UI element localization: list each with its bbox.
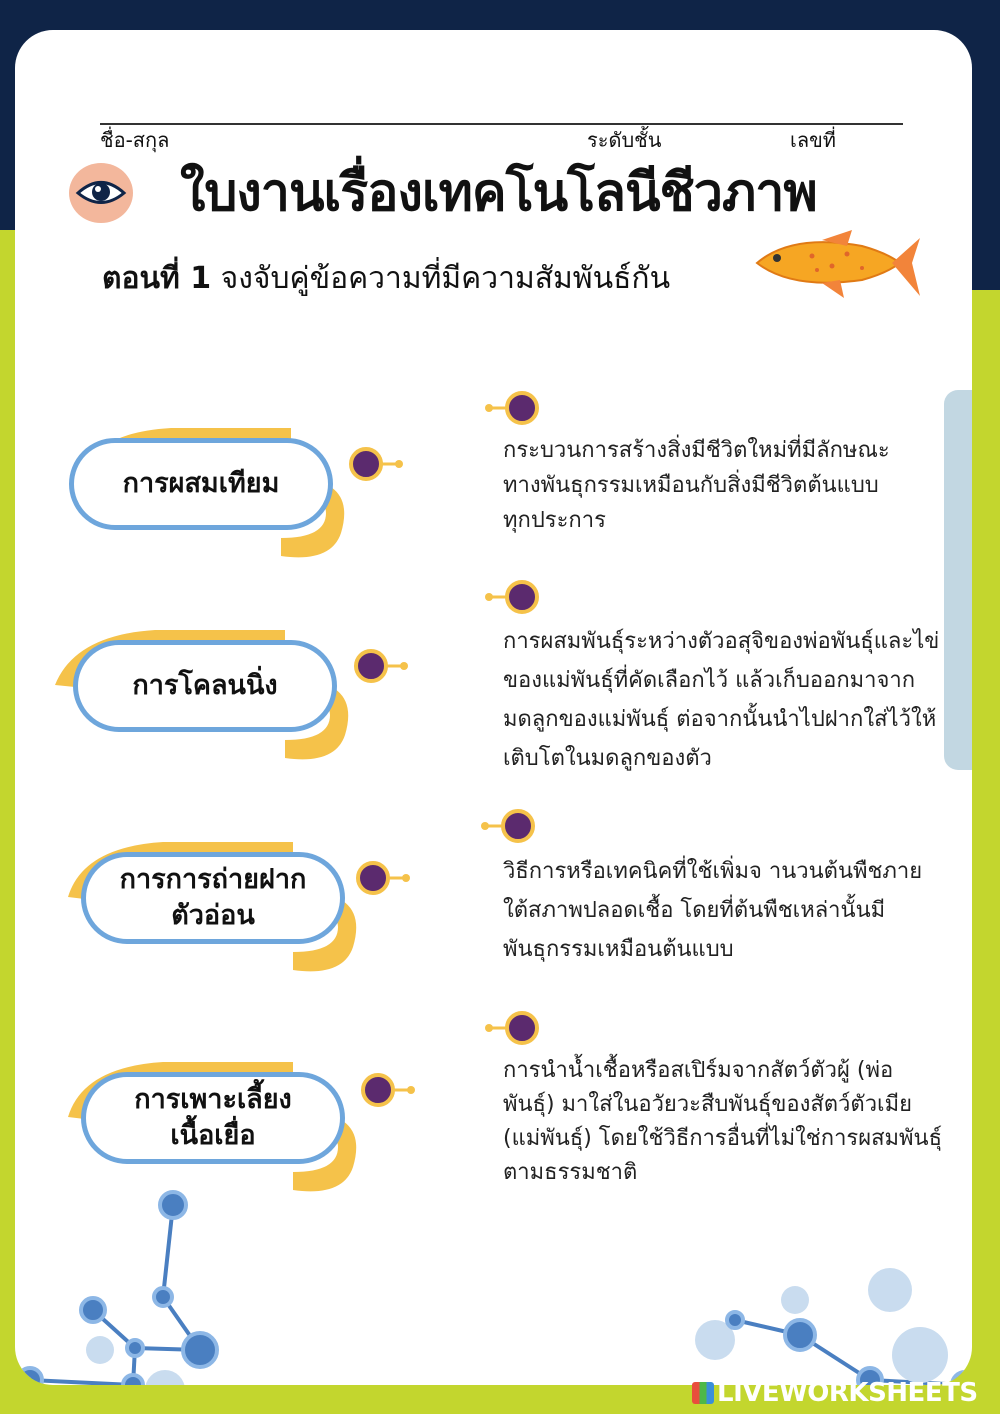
term-embryo-transfer: การการถ่ายฝาก ตัวอ่อน [81, 852, 345, 944]
match-dot-right-4[interactable] [482, 1010, 540, 1046]
instruction-text: จงจับคู่ข้อความที่มีความสัมพันธ์กัน [220, 261, 671, 296]
part-instruction [102, 255, 670, 302]
worksheet-paper [15, 30, 972, 1385]
molecule-decoration-left [15, 1190, 255, 1385]
fish-icon [752, 228, 922, 303]
class-label: ระดับชั้น [587, 128, 662, 152]
definition-1: กระบวนการสร้างสิ่งมีชีวิตใหม่ที่มีลักษณะ ทางพันธุกรรมเหมือนกับสิ่งมีชีวิตต้นแบบ ทุกประการ [503, 438, 890, 533]
term-card-3 [63, 842, 403, 972]
eye-icon [68, 162, 134, 224]
term-cloning: การโคลนนิ่ง [73, 640, 337, 732]
term-card-2 [55, 630, 395, 760]
name-label: ชื่อ-สกุล [100, 128, 170, 152]
match-dot-left-2[interactable] [353, 648, 411, 684]
number-label: เลขที่ [790, 128, 836, 152]
match-dot-right-2[interactable] [482, 579, 540, 615]
term-card-4 [63, 1062, 403, 1192]
match-dot-right-3[interactable] [478, 808, 536, 844]
match-dot-right-1[interactable] [482, 390, 540, 426]
page-title: ใบงานเรื่องเทคโนโลนีชีวภาพ [180, 163, 817, 223]
term-artificial-insemination: การผสมเทียม [69, 438, 333, 530]
liveworksheets-logo[interactable] [692, 1378, 978, 1408]
molecule-decoration-right [675, 1240, 972, 1385]
liveworksheets-mark-icon [692, 1382, 714, 1404]
definition-4: การนำน้ำเชื้อหรือสเปิร์มจากสัตว์ตัวผู้ (พ่อ พันธุ์) มาใส่ในอวัยวะสืบพันธุ์ของสัตว์ตัวเมีย (แม่พันธุ์) โดยใช้วิธีการอื่นที่ไม่ใช่การผสมพันธุ์ ตามธรรมชาติ [503, 1058, 943, 1186]
definition-2: การผสมพันธุ์ระหว่างตัวอสุจิของพ่อพันธุ์และไข่ ของแม่พันธุ์ที่คัดเลือกไว้ แล้วเก็บออกมาจาก มดลูกของแม่พันธุ์ ต่อจากนั้นนำไปฝากใส่ไว้ให้ เติบโตในมดลูกของตัว [503, 629, 940, 772]
match-dot-left-3[interactable] [355, 860, 413, 896]
match-dot-left-4[interactable] [360, 1072, 418, 1108]
header-underline [100, 123, 903, 125]
match-dot-left-1[interactable] [348, 446, 406, 482]
term-card-1 [51, 428, 391, 558]
term-tissue-culture: การเพาะเลี้ยง เนื้อเยื่อ [81, 1072, 345, 1164]
definition-3: วิธีการหรือเทคนิคที่ใช้เพิ่มจ านวนต้นพืชภาย ใต้สภาพปลอดเชื้อ โดยที่ต้นพืชเหล่านั้นมี พันธุกรรมเหมือนต้นแบบ [503, 859, 923, 963]
part-label: ตอนที่ 1 [102, 261, 212, 296]
logo-text: LIVEWORKSHEETS [717, 1378, 978, 1408]
